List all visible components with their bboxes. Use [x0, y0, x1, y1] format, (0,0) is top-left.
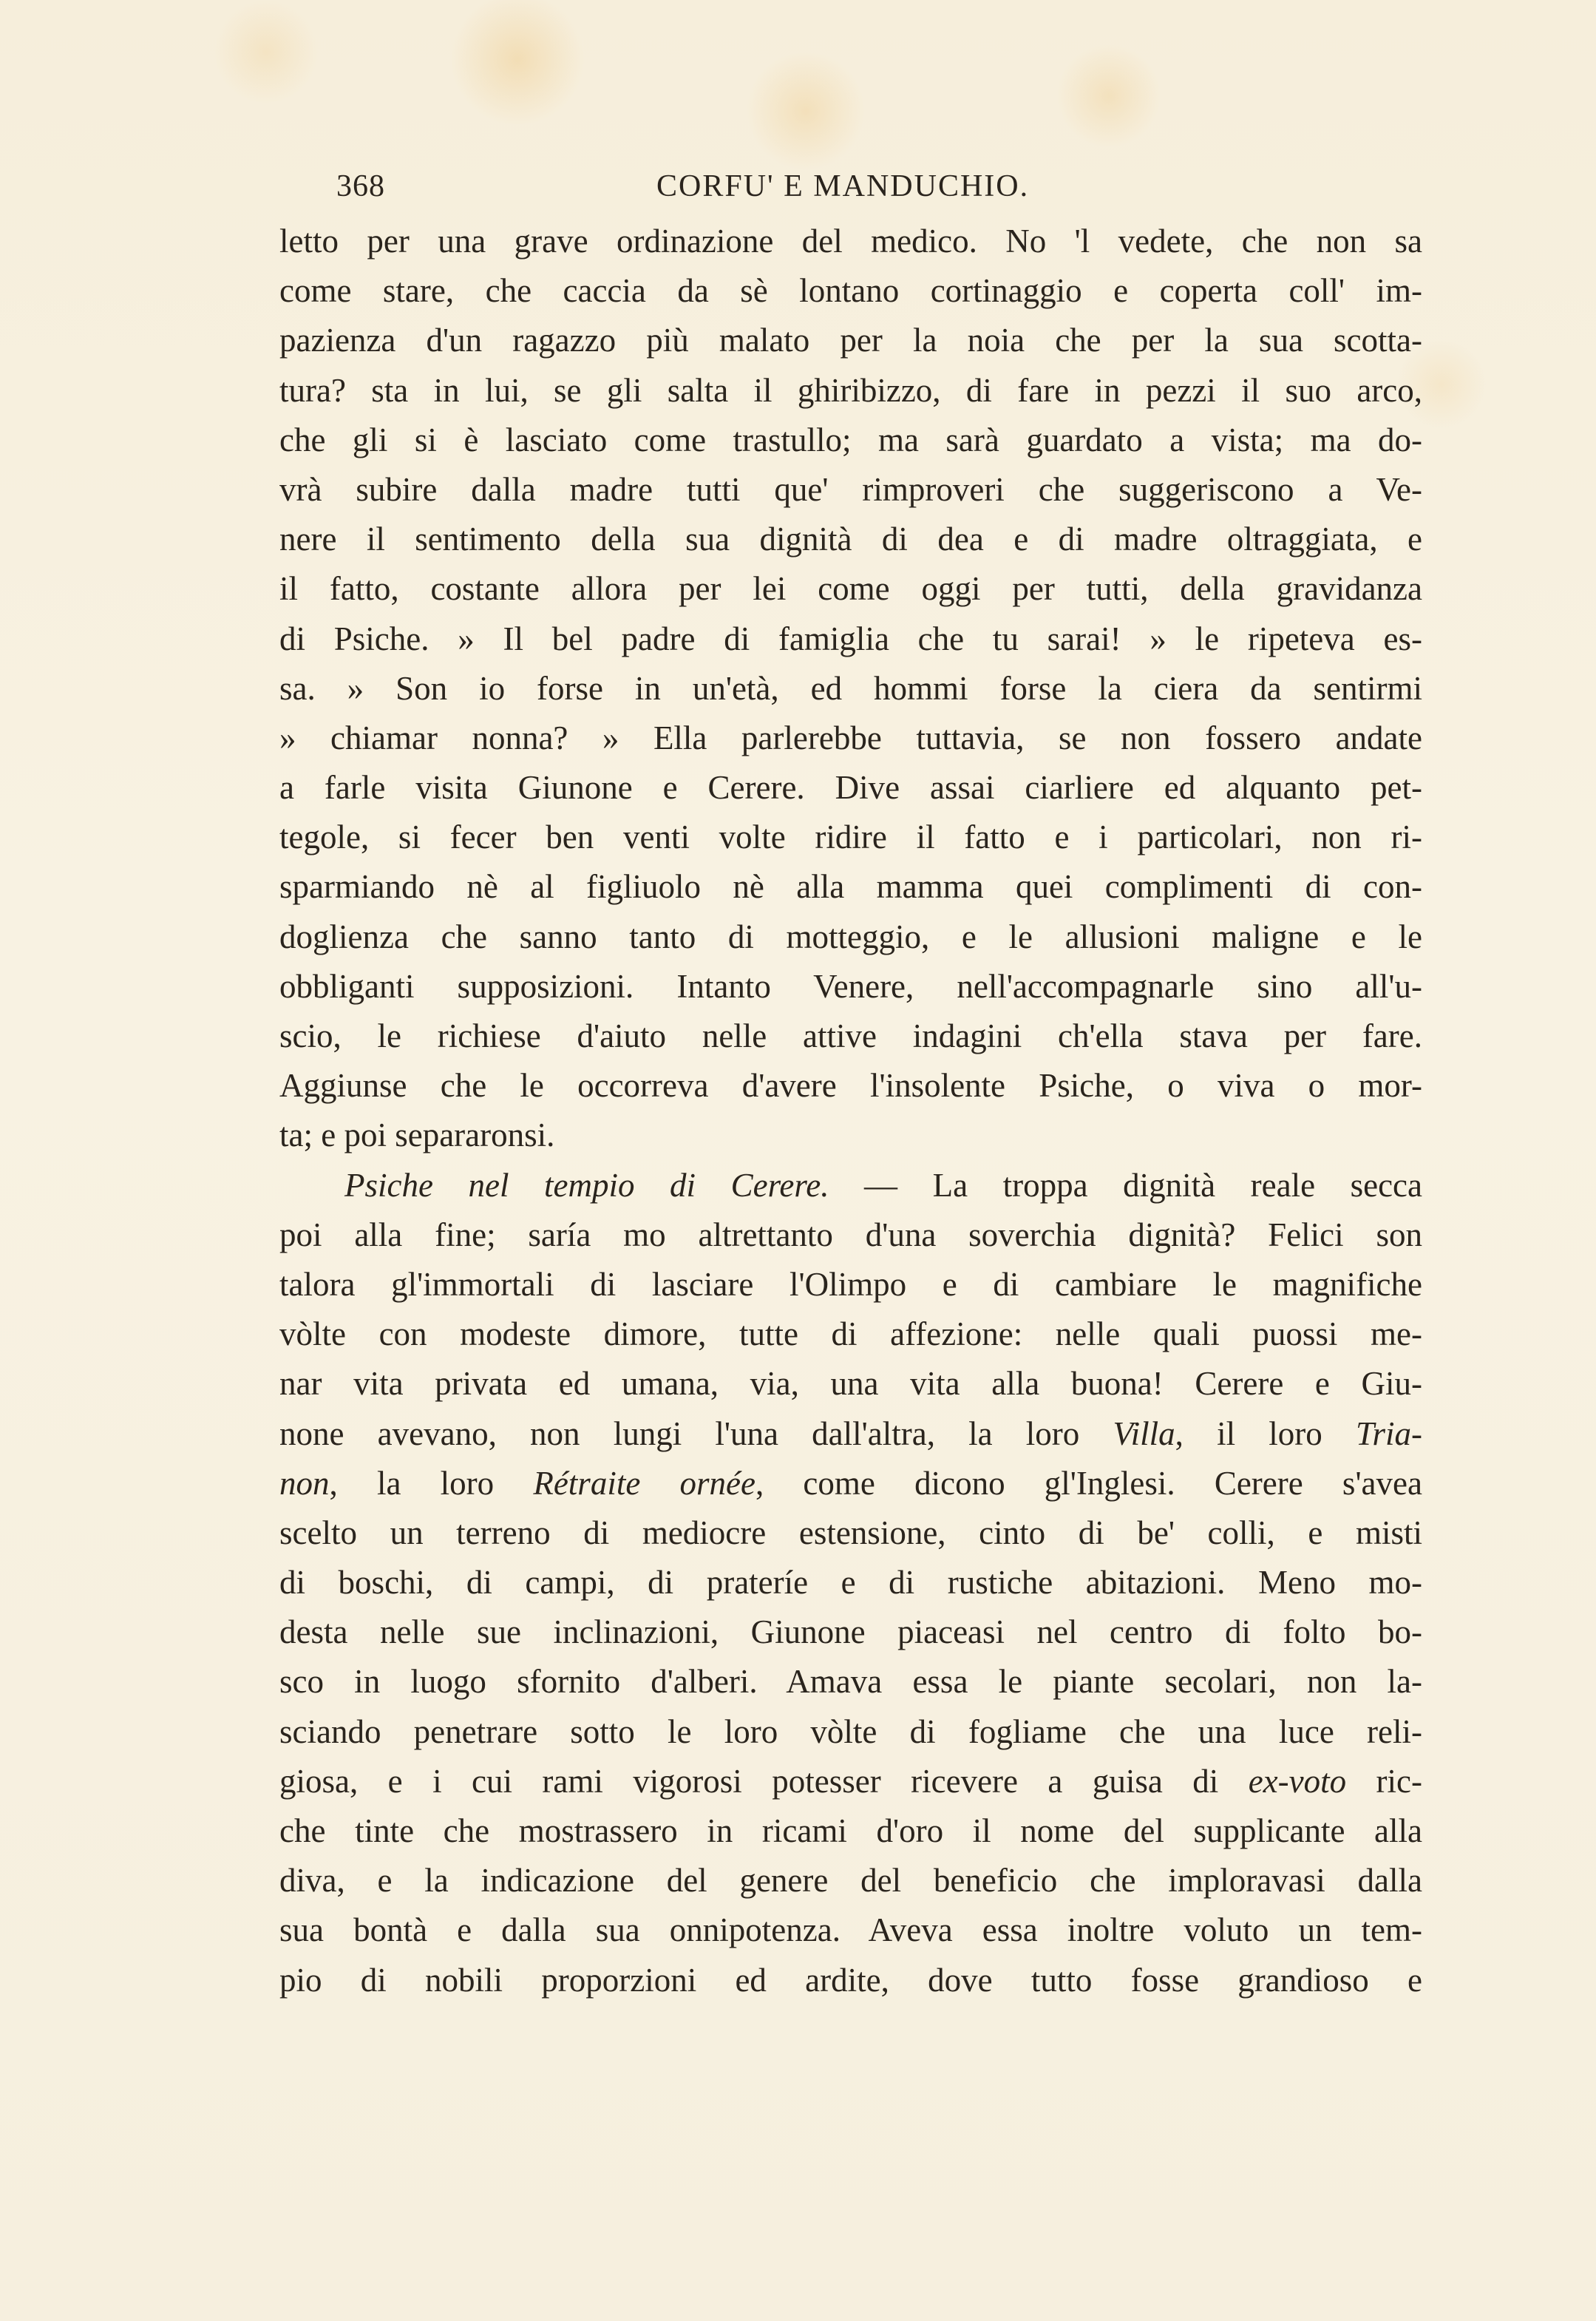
page-header — [336, 169, 1046, 213]
text-run: , come dicono gl'Inglesi. Cerere s'avea — [755, 1464, 1422, 1502]
text-line: letto per una grave ordinazione del medico. No 'l vedete, che non sa — [279, 223, 1422, 260]
text-run: ric- — [1346, 1762, 1422, 1800]
section-line-text: — La troppa dignità reale secca — [829, 1166, 1422, 1204]
italic-term: non — [279, 1464, 330, 1502]
text-line: poi alla fine; saría mo altrettanto d'una soverchia dignità? Felici son — [279, 1216, 1422, 1253]
section-heading-line — [279, 1161, 1422, 1210]
text-line: di boschi, di campi, di prateríe e di rustiche abitazioni. Meno mo- — [279, 1564, 1422, 1602]
text-line: » chiamar nonna? » Ella parlerebbe tuttavia, se non fossero andate — [279, 719, 1422, 756]
text-line: sa. » Son io forse in un'età, ed hommi forse la ciera da sentirmi — [279, 669, 1422, 707]
text-run: , il loro — [1175, 1414, 1356, 1452]
text-line: nere il sentimento della sua dignità di dea e di madre oltraggiata, e — [279, 521, 1422, 558]
text-line: sco in luogo sfornito d'alberi. Amava essa le piante secolari, non la- — [279, 1663, 1422, 1701]
text-line: pazienza d'un ragazzo più malato per la noia che per la sua scotta- — [279, 322, 1422, 359]
running-head: CORFU' E MANDUCHIO. — [656, 169, 1030, 203]
text-line: scelto un terreno di mediocre estensione, cinto di be' colli, e misti — [279, 1514, 1422, 1551]
text-line — [279, 1459, 1422, 1508]
text-line — [279, 1409, 1422, 1459]
text-line: vòlte con modeste dimore, tutte di affezione: nelle quali puossi me- — [279, 1315, 1422, 1353]
text-line: sciando penetrare sotto le loro vòlte di fogliame che una luce reli- — [279, 1712, 1422, 1750]
text-line: a farle visita Giunone e Cerere. Dive assai ciarliere ed alquanto pet- — [279, 769, 1422, 807]
italic-term: ex-voto — [1248, 1762, 1347, 1800]
italic-term: Rétraite ornée — [533, 1464, 755, 1502]
text-line: che gli si è lasciato come trastullo; ma sarà guardato a vista; ma do- — [279, 421, 1422, 458]
text-line: sparmiando nè al figliuolo nè alla mamma quei complimenti di con- — [279, 868, 1422, 906]
text-run: giosa, e i cui rami vigorosi potesser ricevere a guisa di — [279, 1762, 1249, 1800]
text-line: tegole, si fecer ben venti volte ridire il fatto e i particolari, non ri- — [279, 819, 1422, 856]
text-line: ta; e poi separaronsi. — [279, 1117, 555, 1154]
text-line: Aggiunse che le occorreva d'avere l'insolente Psiche, o viva o mor- — [279, 1067, 1422, 1105]
body-text — [279, 217, 1422, 2005]
text-line: il fatto, costante allora per lei come oggi per tutti, della gravidanza — [279, 570, 1422, 608]
text-line: che tinte che mostrassero in ricami d'oro il nome del supplicante alla — [279, 1812, 1422, 1849]
italic-term: Villa — [1113, 1414, 1175, 1452]
text-line: come stare, che caccia da sè lontano cortinaggio e coperta coll' im- — [279, 272, 1422, 310]
text-line — [279, 1757, 1422, 1806]
text-line: scio, le richiese d'aiuto nelle attive indagini ch'ella stava per fare. — [279, 1017, 1422, 1054]
text-line: vrà subire dalla madre tutti que' rimproveri che suggeriscono a Ve- — [279, 470, 1422, 508]
text-line: diva, e la indicazione del genere del beneficio che imploravasi dalla — [279, 1862, 1422, 1900]
text-run: none avevano, non lungi l'una dall'altra, la loro — [279, 1414, 1113, 1452]
text-line: nar vita privata ed umana, via, una vita alla buona! Cerere e Giu- — [279, 1365, 1422, 1403]
page-number: 368 — [336, 169, 385, 203]
text-line: talora gl'immortali di lasciare l'Olimpo e di cambiare le magnifiche — [279, 1265, 1422, 1303]
text-line: obbliganti supposizioni. Intanto Venere, nell'accompagnarle sino all'u- — [279, 967, 1422, 1005]
section-title: Psiche nel tempio di Cerere. — [344, 1166, 829, 1204]
text-line: pio di nobili proporzioni ed ardite, dove tutto fosse grandioso e — [279, 1961, 1422, 1999]
text-line: doglienza che sanno tanto di motteggio, e le allusioni maligne e le — [279, 918, 1422, 955]
italic-term: Tria- — [1355, 1414, 1422, 1452]
text-line: di Psiche. » Il bel padre di famiglia che tu sarai! » le ripeteva es- — [279, 620, 1422, 657]
text-line: desta nelle sue inclinazioni, Giunone piaceasi nel centro di folto bo- — [279, 1613, 1422, 1651]
text-run: , la loro — [329, 1464, 534, 1502]
text-line: tura? sta in lui, se gli salta il ghiribizzo, di fare in pezzi il suo arco, — [279, 371, 1422, 409]
text-line: sua bontà e dalla sua onnipotenza. Aveva essa inoltre voluto un tem- — [279, 1911, 1422, 1949]
